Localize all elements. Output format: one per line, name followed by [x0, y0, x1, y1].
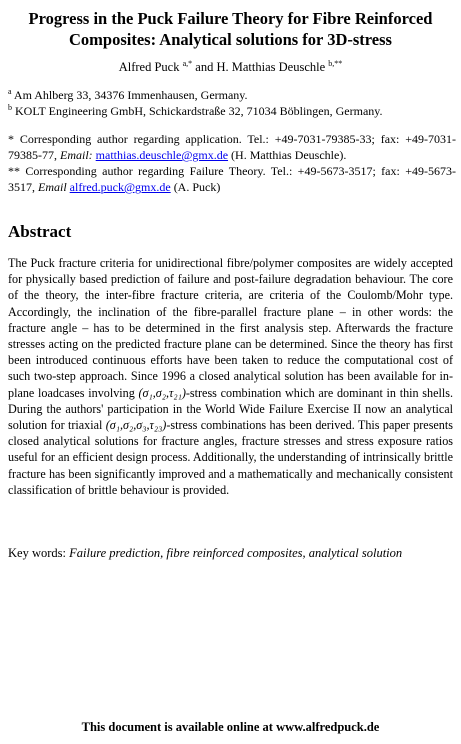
corresponding-author-2 [8, 163, 456, 195]
author-deuschle: H. Matthias Deuschle [216, 60, 326, 74]
abstract-heading: Abstract [8, 222, 72, 241]
corresponding-author-2-text: ** Corresponding author regarding Failure Theory. Tel.: +49-5673-3517; fax: +49-5673-3517, [8, 164, 456, 194]
affiliation-b-mark: b [8, 103, 12, 112]
author-list [8, 59, 453, 75]
affiliation-a-text: Am Ahlberg 33, 34376 Immenhausen, Germany. [13, 88, 248, 102]
availability-footer: This document is available online at www.alfredpuck.de [81, 720, 380, 734]
affiliation-b-text: KOLT Engineering GmbH, Schickardstraße 32, 71034 Böblingen, Germany. [15, 104, 383, 118]
author-conjunction: and [192, 60, 217, 74]
abstract-body [8, 255, 453, 498]
keywords-value: Failure prediction, fibre reinforced composites, analytical solution [69, 546, 403, 560]
corresponding-author-2-name: (A. Puck) [170, 180, 221, 194]
author-puck: Alfred Puck [118, 60, 180, 74]
corresponding-author-1-name: (H. Matthias Deuschle). [228, 148, 347, 162]
paper-title-line2: Composites: Analytical solutions for 3D-stress [69, 30, 392, 49]
abstract-text-part1: The Puck fracture criteria for unidirectional fibre/polymer composites are widely accepted for physically based prediction of failure and post-failure degradation behaviour. The core of the theory, the inter-fibre fracture criteria, are criteria of the Coulomb/Mohr type. Accordingly, the inclination of the fibre-parallel fracture plane – in other words: the fracture angle – has to be determined in the first analysis step. Afterwards the fracture stresses acting on the predicted fracture plane can be determined. Since the theory has first been introduced continuous efforts have been taken to reduce the computational cost of such two-step approach. Since 1996 a closed analytical solution has been available for in-plane loadcases involving [8, 256, 453, 400]
author-puck-marks: a,* [182, 58, 193, 68]
paper-title-line1: Progress in the Puck Failure Theory for Fibre Reinforced [28, 9, 433, 28]
corresponding-author-2-email-label: Email [38, 180, 67, 194]
author-deuschle-marks: b,** [328, 58, 343, 68]
corresponding-author-1-email-label: Email: [60, 148, 93, 162]
email-link-deuschle[interactable]: matthias.deuschle@gmx.de [95, 148, 229, 162]
email-link-puck[interactable]: alfred.puck@gmx.de [69, 180, 171, 194]
abstract-text-part2: -stress combination which are dominant in thin shells. During the authors' participation in the World Wide Failure Exercise II now an analytical solution for triaxial [8, 385, 453, 433]
keywords [8, 545, 456, 561]
affiliation-a [8, 88, 456, 103]
stress-combination-2d: (σ₁,σ₂,τ₂₁) [138, 385, 186, 400]
abstract-text-part3: -stress combinations has been derived. This paper presents closed analytical solutions for fracture angles, fracture stresses and stress exposure ratios useful for an efficient design process. Additionally, the understanding of intrinsically brittle fracture has been significantly improved and a mathematically and mechanically consistent classification of brittle behaviour is provided. [8, 418, 453, 497]
affiliation-b [8, 104, 456, 119]
affiliation-a-mark: a [8, 87, 12, 96]
paper-title [8, 8, 453, 50]
keywords-label: Key words: [8, 546, 70, 560]
stress-combination-3d: (σ₁,σ₂,σ₃,τ₂₃) [105, 418, 167, 433]
corresponding-author-1 [8, 131, 456, 163]
corresponding-author-1-text: * Corresponding author regarding application. Tel.: +49-7031-79385-33; fax: +49-7031-79385-77, [8, 132, 456, 162]
